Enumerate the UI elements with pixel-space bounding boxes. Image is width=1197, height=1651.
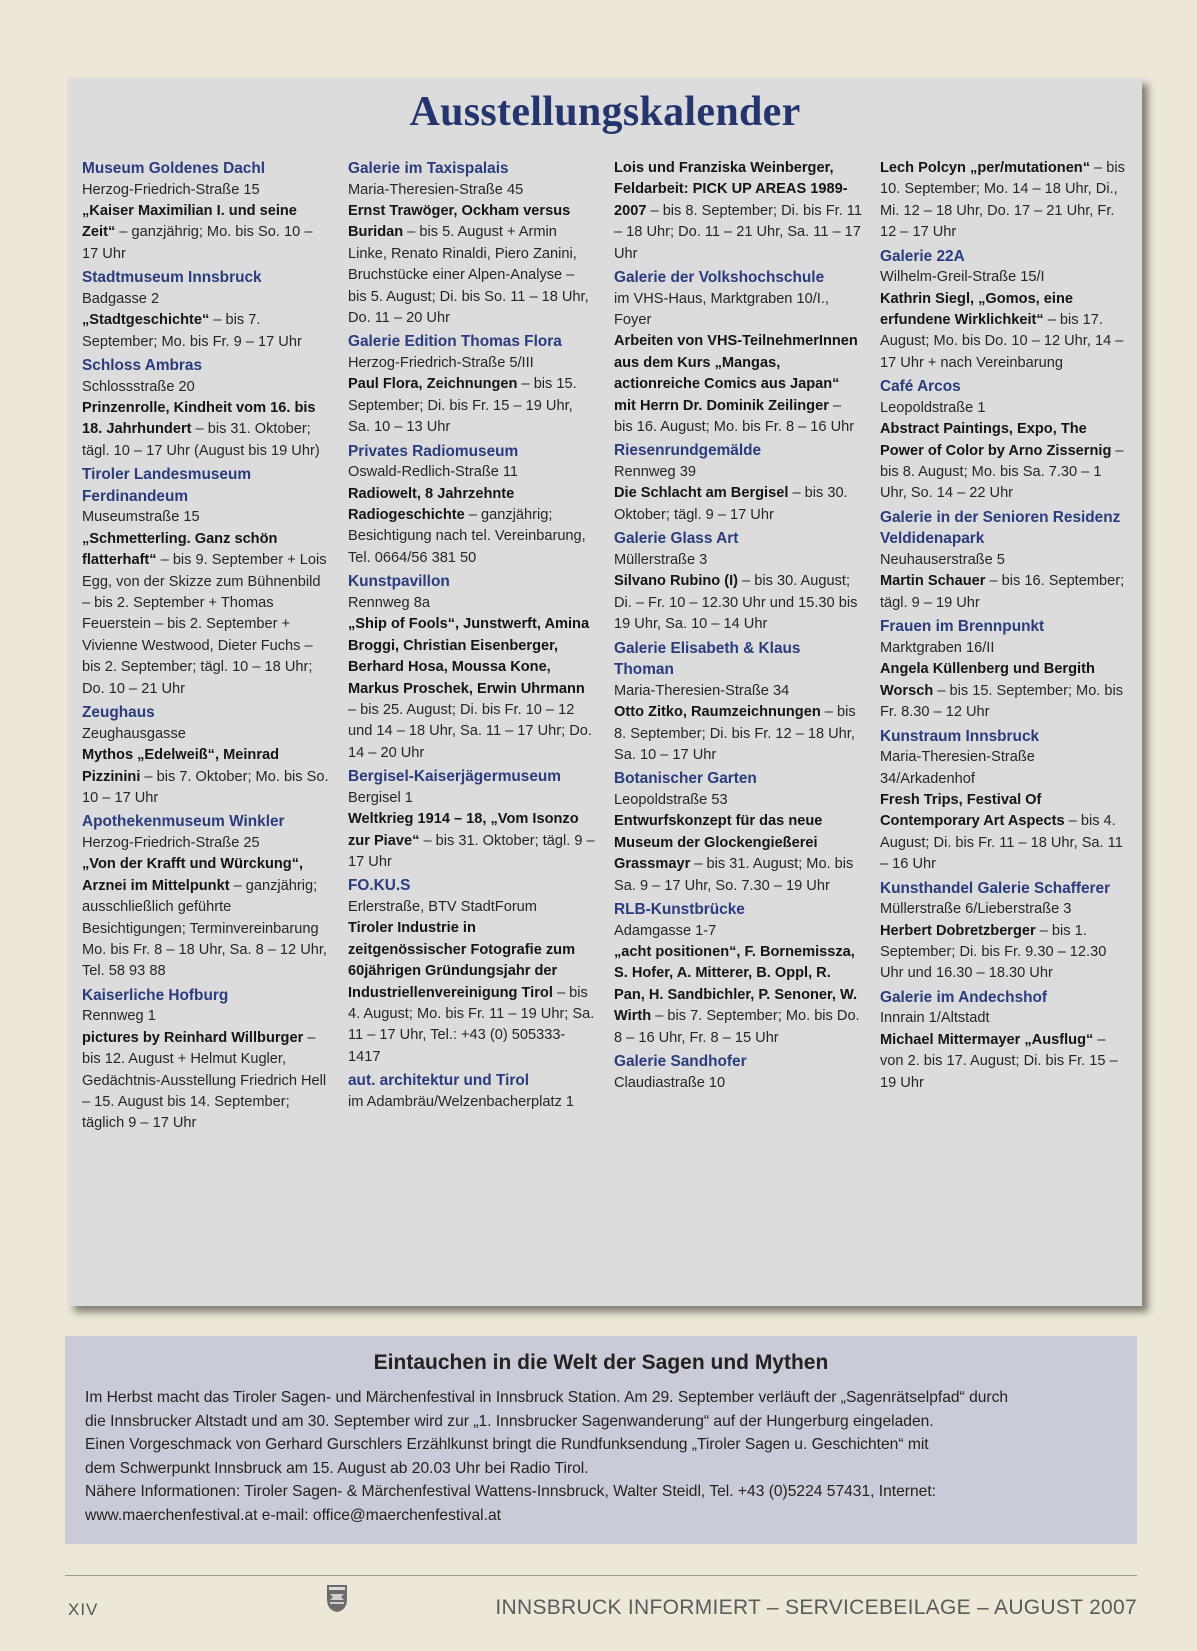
venue-name: Galerie im Taxispalais [348,160,509,177]
exhibition-dates: – bis 30. August; Di. – Fr. 10 – 12.30 Uhr und 15.30 bis 19 Uhr, Sa. 10 – 14 Uhr [614,573,858,633]
venue-address: Rennweg 8a [348,594,430,611]
venue-address: im VHS-Haus, Marktgraben 10/I., Foyer [614,290,829,329]
sagen-paragraph [85,1386,1117,1528]
sagen-line: Nähere Informationen: Tiroler Sagen- & Märchenfestival Wattens-Innsbruck, Walter Steidl, Tel. +43 (0)5224 57431, Internet: [85,1483,937,1501]
exhibition-dates: – bis 31. August; Mo. bis Sa. 9 – 17 Uhr, So. 7.30 – 19 Uhr [614,856,854,894]
calendar-entry [348,441,596,570]
exhibition-title: Michael Mittermayer „Ausflug“ [880,1031,1094,1048]
venue-address: Adamgasse 1-7 [614,922,717,939]
sagen-line: www.maerchenfestival.at e-mail: office@maerchenfestival.at [85,1506,501,1524]
venue-address: Maria-Theresien-Straße 34/Arkadenhof [880,749,1035,787]
venue-address: Herzog-Friedrich-Straße 15 [82,181,260,198]
venue-name: Galerie Elisabeth & Klaus Thoman [614,639,801,679]
venue-name: Kaiserliche Hofburg [82,986,229,1004]
calendar-entry [614,158,862,265]
exhibition-title: Mythos „Edelweiß“, Meinrad Pizzinini [82,747,280,785]
venue-address: Maria-Theresien-Straße 45 [348,181,524,198]
exhibition-title: Radiowelt, 8 Jahrzehnte Radiogeschichte [348,485,515,524]
exhibition-description [348,918,596,1068]
exhibition-dates: – bis 8. September; Di. bis Fr. 12 – 18 Uhr, Sa. 10 – 17 Uhr [614,704,856,763]
calendar-entry [880,376,1128,505]
venue-address: Wilhelm-Greil-Straße 15/I [880,269,1045,286]
exhibition-title: „Ship of Fools“, Junstwerft, Amina Broggi, Christian Eisenberger, Berhard Hosa, Moussa Kone, Markus Proschek, Erwin Uhrmann [348,616,590,697]
exhibition-title: „Kaiser Maximilian I. und seine Zeit“ [82,203,297,241]
venue-address: Museumstraße 15 [82,509,200,526]
sagen-line: die Innsbrucker Altstadt und am 30. September wird zur „1. Innsbrucker Sagenwanderung“ auf der Hungerburg eingeladen. [85,1412,934,1430]
exhibition-dates: – bis 7. September; Mo. bis Do. 8 – 16 Uhr, Fr. 8 – 15 Uhr [614,1008,860,1046]
calendar-entry [614,899,862,1049]
venue-name: Botanischer Garten [614,770,757,788]
exhibition-dates: – bis 9. September + Lois Egg, von der Skizze zum Bühnenbild – bis 2. September + Thomas Feuerstein – bis 2. September + Vivienne Westwood, Dieter Fuchs – bis 2. September; tägl. 10 – 18 Uhr; Do. 10 – 21 Uhr [82,552,327,697]
exhibition-description [880,289,1128,375]
sagen-line: Im Herbst macht das Tiroler Sagen- und Märchenfestival in Innsbruck Station. Am 29. September verläuft der „Sagenrätselpfad“ durch [85,1389,1009,1406]
venue-address: Müllerstraße 3 [614,551,708,568]
exhibition-dates: – bis 8. September; Di. bis Fr. 11 – 18 Uhr; Do. 11 – 21 Uhr, Sa. 11 – 17 Uhr [614,202,862,262]
venue-name: Galerie im Andechshof [880,988,1048,1006]
venue-name: Kunsthandel Galerie Schafferer [880,879,1111,897]
exhibition-dates: – bis 10. September; Mo. 14 – 18 Uhr, Di., Mi. 12 – 18 Uhr, Do. 17 – 21 Uhr, Fr. 12 – 17 Uhr [880,160,1125,241]
exhibition-description [348,201,596,329]
exhibition-dates: – bis 16. August; Mo. bis Fr. 8 – 16 Uhr [614,397,855,436]
exhibition-dates: – bis 16. September; tägl. 9 – 19 Uhr [880,573,1125,611]
venue-address: Rennweg 39 [614,464,696,481]
calendar-entry [614,638,862,767]
venue-name: Stadtmuseum Innsbruck [82,269,262,287]
calendar-entry [82,985,330,1135]
exhibition-dates: – von 2. bis 17. August; Di. bis Fr. 15 – 19 Uhr [880,1031,1118,1091]
exhibition-dates: – bis 31. Oktober; tägl. 9 – 17 Uhr [348,832,595,870]
exhibition-dates: – bis 7. September; Mo. bis Fr. 9 – 17 Uhr [82,312,302,350]
exhibition-description [82,745,330,809]
exhibition-title: Weltkrieg 1914 – 18, „Vom Isonzo zur Piave“ [348,811,579,849]
exhibition-title: Lech Polcyn „per/mutationen“ [880,160,1091,176]
exhibition-description [614,483,862,526]
exhibition-description [880,659,1128,723]
calendar-entry [614,528,862,635]
venue-name: Bergisel-Kaiserjägermuseum [348,768,561,786]
exhibition-dates: – bis 5. August + Armin Linke, Renato Rinaldi, Piero Zanini, Bruchstücke einer Alpen-Analyse – bis 5. August; Di. bis So. 11 – 18 Uhr, Do. 11 – 20 Uhr [348,224,589,327]
venue-name: Privates Radiomuseum [348,442,519,460]
exhibition-title: Tiroler Industrie in zeitgenössischer Fotografie zum 60jährigen Gründungsjahr der Industriellenvereinigung Tirol [348,920,576,1001]
calendar-entry [348,331,596,438]
exhibition-title: Arbeiten von VHS-TeilnehmerInnen aus dem Kurs „Mangas, actionreiche Comics aus Japan“ mit Herrn Dr. Dominik Zeilinger [614,333,858,414]
venue-address: Herzog-Friedrich-Straße 25 [82,834,260,851]
calendar-column [82,158,330,1137]
exhibition-title: Prinzenrolle, Kindheit vom 16. bis 18. Jahrhundert [82,400,316,438]
calendar-entry [880,616,1128,723]
venue-name: Kunstpavillon [348,573,450,591]
venue-name: FO.KU.S [348,877,411,895]
publication-footer: INNSBRUCK INFORMIERT – SERVICEBEILAGE – AUGUST 2007 [495,1596,1137,1619]
exhibition-dates: – bis 8. August; Mo. bis Sa. 7.30 – 1 Uhr, So. 14 – 22 Uhr [880,442,1124,502]
exhibition-title: „Stadtgeschichte“ [82,312,210,329]
exhibition-description [880,1030,1128,1094]
venue-name: Apothekenmuseum Winkler [82,813,285,831]
calendar-column [614,158,862,1137]
exhibition-title: „Von der Krafft und Würckung“, Arznei im Mittelpunkt [82,856,304,894]
exhibition-description [348,614,596,764]
innsbruck-crest-icon [326,1583,348,1613]
calendar-entry [880,246,1128,375]
calendar-entry [82,811,330,982]
exhibition-title: pictures by Reinhard Willburger [82,1029,304,1046]
exhibition-description [614,942,862,1049]
calendar-column [880,158,1128,1137]
sagen-title: Eintauchen in die Welt der Sagen und Mythen [373,1351,829,1374]
venue-name: Schloss Ambras [82,357,203,375]
calendar-entry [82,158,330,265]
venue-address: Zeughausgasse [82,725,186,742]
venue-name: Galerie Sandhofer [614,1052,747,1070]
calendar-entry [880,726,1128,876]
exhibition-dates: – bis 15. September; Mo. bis Fr. 8.30 – 12 Uhr [880,682,1124,721]
venue-name: Galerie 22A [880,247,965,265]
exhibition-description [82,1028,330,1135]
venue-name: aut. architektur und Tirol [348,1072,530,1090]
venue-name: Galerie der Volkshochschule [614,269,825,287]
venue-name: Frauen im Brennpunkt [880,618,1045,636]
exhibition-description [348,374,596,438]
calendar-entry [614,1051,862,1094]
exhibition-dates: – ganzjährig; Mo. bis So. 10 – 17 Uhr [82,224,313,262]
calendar-entry [348,1070,596,1113]
exhibition-description [348,484,596,570]
calendar-entry [614,267,862,438]
exhibition-description [880,571,1128,614]
sagen-info-box [65,1336,1137,1544]
exhibition-dates: – ganzjährig; ausschließlich geführte Besichtigungen; Terminvereinbarung Mo. bis Fr. 8 – 18 Uhr, Sa. 8 – 12 Uhr, Tel. 58 93 88 [82,877,327,980]
calendar-entry [614,768,862,897]
calendar-entry [348,158,596,329]
exhibition-title: „Schmetterling. Ganz schön flatterhaft“ [82,530,278,569]
calendar-entry [348,571,596,764]
exhibition-description [348,809,596,873]
exhibition-dates: – bis 25. August; Di. bis Fr. 10 – 12 und 14 – 18 Uhr, Sa. 11 – 17 Uhr; Do. 14 – 20 Uhr [348,701,592,761]
venue-name: RLB-Kunstbrücke [614,900,745,918]
venue-address: Badgasse 2 [82,290,160,307]
exhibition-title: Die Schlacht am Bergisel [614,485,789,502]
calendar-entry [82,464,330,700]
exhibition-dates: – bis 15. September; Di. bis Fr. 15 – 19 Uhr, Sa. 10 – 13 Uhr [348,376,577,436]
exhibition-title: Fresh Trips, Festival Of Contemporary Art Aspects [880,791,1065,830]
venue-address: Maria-Theresien-Straße 34 [614,682,790,699]
exhibition-description [82,529,330,700]
exhibition-description [82,310,330,353]
calendar-entry [348,766,596,873]
calendar-entry [82,702,330,809]
exhibition-description [880,158,1128,244]
venue-address: Oswald-Redlich-Straße 11 [348,464,519,481]
venue-address: Bergisel 1 [348,789,413,806]
venue-name: Tiroler Landesmuseum Ferdinandeum [82,466,252,505]
venue-name: Galerie Edition Thomas Flora [348,333,562,351]
exhibition-title: Angela Küllenberg und Bergith Worsch [880,661,1095,699]
exhibition-title: Silvano Rubino (I) [614,573,739,590]
footer-divider [65,1575,1137,1576]
venue-address: Claudiastraße 10 [614,1074,726,1091]
exhibition-description [880,419,1128,505]
calendar-entry [880,987,1128,1094]
calendar-title: Ausstellungskalender [409,89,801,135]
exhibition-description [614,331,862,438]
calendar-entry [82,267,330,353]
exhibition-title: Ernst Trawöger, Ockham versus Buridan [348,203,571,241]
venue-name: Galerie in der Senioren Residenz Veldidenapark [880,508,1121,548]
exhibition-dates: – bis 7. Oktober; Mo. bis So. 10 – 17 Uhr [82,768,329,806]
calendar-column [348,158,596,1137]
venue-address: Schlossstraße 20 [82,378,195,395]
venue-name: Galerie Glass Art [614,530,739,548]
sagen-line: Einen Vorgeschmack von Gerhard Gurschlers Erzählkunst bringt die Rundfunksendung „Tiroler Sagen u. Geschichten“ mit [85,1436,929,1454]
calendar-entry [348,875,596,1068]
calendar-entry [614,440,862,526]
calendar-entry [880,507,1128,614]
exhibition-description [614,571,862,635]
exhibition-dates: – bis 17. August; Mo. bis Do. 10 – 12 Uhr, 14 – 17 Uhr + nach Vereinbarung [880,312,1124,371]
exhibition-description [614,702,862,766]
exhibition-title: Abstract Paintings, Expo, The Power of Color by Arno Zissernig [880,421,1112,459]
venue-address: Leopoldstraße 53 [614,791,728,808]
venue-name: Riesenrundgemälde [614,442,762,460]
exhibition-dates: – bis 12. August + Helmut Kugler, Gedächtnis-Ausstellung Friedrich Hell – 15. August bis 14. September; täglich 9 – 17 Uhr [82,1029,327,1132]
sagen-line: dem Schwerpunkt Innsbruck am 15. August ab 20.03 Uhr bei Radio Tirol. [85,1459,589,1477]
exhibition-title: „acht positionen“, F. Bornemissza, S. Hofer, A. Mitterer, B. Oppl, R. Pan, H. Sandbichler, P. Senoner, W. Wirth [614,943,858,1025]
calendar-entry [880,158,1128,244]
calendar-columns [82,158,1128,1137]
venue-name: Zeughaus [82,704,155,722]
calendar-entry [880,878,1128,985]
venue-address: Müllerstraße 6/Lieberstraße 3 [880,901,1072,918]
exhibition-description [880,921,1128,985]
exhibition-dates: – bis 4. August; Mo. bis Fr. 11 – 19 Uhr; Sa. 11 – 17 Uhr, Tel.: +43 (0) 505333-1417 [348,984,595,1065]
exhibition-dates: – ganzjährig; Besichtigung nach tel. Vereinbarung, Tel. 0664/56 381 50 [348,507,586,566]
page-number: XIV [68,1600,99,1619]
exhibition-dates: – bis 31. Oktober; tägl. 10 – 17 Uhr (August bis 19 Uhr) [82,421,320,459]
venue-name: Kunstraum Innsbruck [880,727,1040,745]
venue-name: Museum Goldenes Dachl [82,160,266,177]
exhibition-title: Martin Schauer [880,573,986,590]
calendar-entry [82,355,330,462]
venue-address: Neuhauserstraße 5 [880,552,1005,569]
exhibition-description [82,398,330,462]
exhibition-description [614,158,862,265]
venue-name: Café Arcos [880,378,961,396]
venue-address: Erlerstraße, BTV StadtForum [348,898,537,915]
exhibition-title: Paul Flora, Zeichnungen [348,376,518,393]
venue-address: im Adambräu/Welzenbacherplatz 1 [348,1093,575,1110]
venue-address: Marktgraben 16/II [880,639,995,656]
exhibition-title: Otto Zitko, Raumzeichnungen [614,704,821,721]
venue-address: Rennweg 1 [82,1008,156,1025]
exhibition-title: Entwurfskonzept für das neue Museum der Glockengießerei Grassmayr [614,813,823,873]
exhibition-description [880,790,1128,876]
exhibition-calendar [68,78,1142,1306]
exhibition-description [82,854,330,982]
exhibition-description [614,811,862,897]
exhibition-dates: – bis 1. September; Di. bis Fr. 9.30 – 12.30 Uhr und 16.30 – 18.30 Uhr [880,922,1107,982]
venue-address: Herzog-Friedrich-Straße 5/III [348,355,534,372]
exhibition-description [82,201,330,265]
exhibition-title: Kathrin Siegl, „Gomos, eine erfundene Wirklichkeit“ [880,290,1073,329]
exhibition-dates: – bis 30. Oktober; tägl. 9 – 17 Uhr [614,485,848,523]
venue-address: Innrain 1/Altstadt [880,1010,990,1027]
exhibition-dates: – bis 4. August; Di. bis Fr. 11 – 18 Uhr, Sa. 11 – 16 Uhr [880,813,1123,873]
exhibition-title: Lois und Franziska Weinberger, Feldarbeit: PICK UP AREAS 1989-2007 [614,160,848,219]
exhibition-title: Herbert Dobretzberger [880,922,1036,939]
venue-address: Leopoldstraße 1 [880,399,986,416]
